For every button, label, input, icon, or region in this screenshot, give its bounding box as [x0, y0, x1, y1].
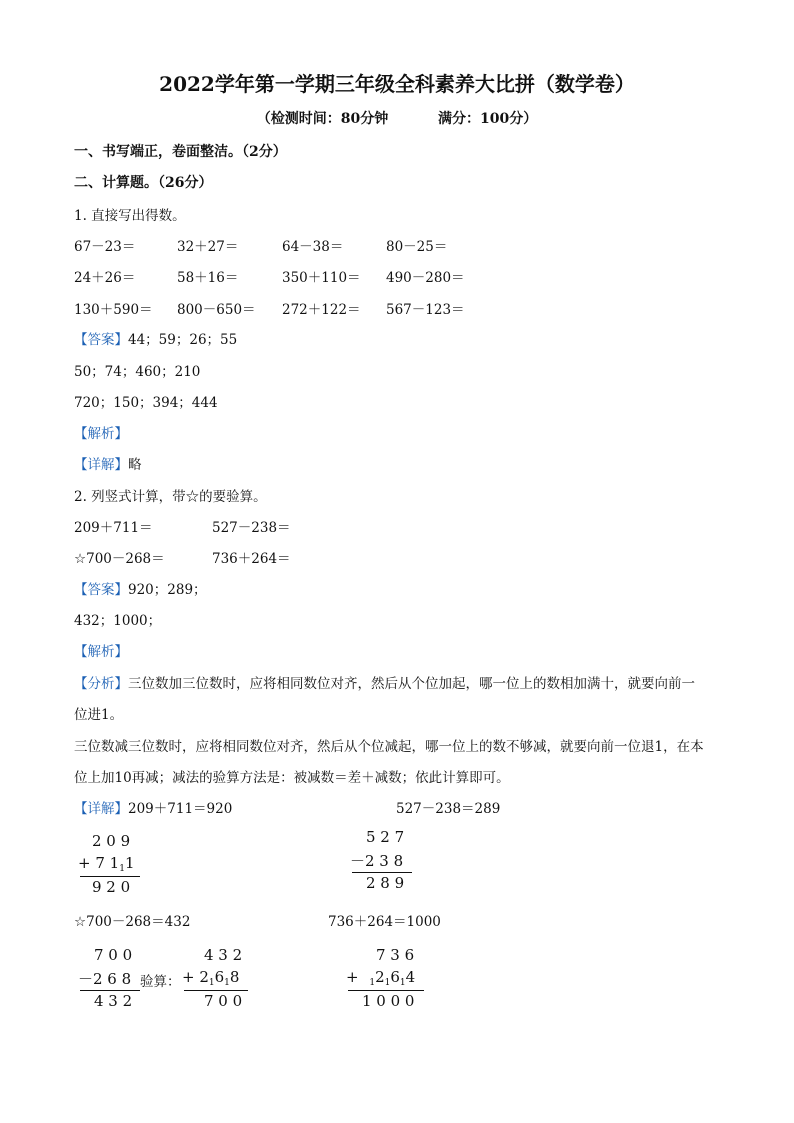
detail-eq: 527－238＝289: [396, 801, 501, 817]
vertical-calc-addition-1: [78, 832, 168, 902]
q1-item: 272＋122＝: [282, 302, 361, 318]
answer-tag: 【答案】: [74, 332, 128, 348]
calc-rule: [352, 872, 412, 873]
answer-line: 920；289；: [128, 582, 207, 598]
carry-digit: 1: [208, 978, 215, 988]
q1-item: 67－23＝: [74, 239, 136, 255]
calc-row: －2 6 8: [78, 970, 132, 988]
carry-digit: 1: [224, 978, 230, 988]
calc-digit: 8: [229, 968, 240, 986]
calc-result: 2 8 9: [366, 874, 405, 892]
calc-result: 9 2 0: [92, 878, 131, 896]
calc-operand: +: [346, 968, 364, 986]
calc-result: 4 3 2: [94, 992, 133, 1010]
q2-detail: [74, 797, 232, 817]
q1-answer: [74, 328, 237, 348]
calc-digit: 6: [214, 968, 225, 986]
fenxi-line: 位上加10再减；减法的验算方法是：被减数＝差＋减数；依此计算即可。: [74, 770, 510, 786]
calc-rule: [80, 876, 140, 877]
section-1-title: 一、书写端正，卷面整洁。（2分）: [74, 144, 287, 160]
section-2-title: 二、计算题。（26分）: [74, 175, 213, 191]
vertical-calc-verify: [180, 946, 270, 1016]
calc-row: 7 3 6: [376, 946, 415, 964]
analysis-tag: 【解析】: [74, 426, 128, 442]
answer-line: 720；150；394；444: [74, 395, 218, 411]
verify-label: 验算：: [140, 974, 181, 990]
q1-item: 567－123＝: [386, 302, 465, 318]
carry-digit: 1: [399, 978, 406, 988]
calc-row: 4 3 2: [204, 946, 243, 964]
calc-row: －2 3 8: [350, 852, 404, 870]
calc-result: 1 0 0 0: [362, 992, 415, 1010]
detail-eq: 736＋264＝1000: [328, 914, 441, 930]
calc-digit: 2: [375, 968, 385, 986]
exam-info: [0, 108, 794, 128]
fenxi-line: 三位数加三位数时，应将相同数位对齐，然后从个位加起，哪一位上的数相加满十，就要向前一: [128, 676, 695, 692]
q1-item: 64－38＝: [282, 239, 344, 255]
fenxi-line: 位进1。: [74, 707, 124, 723]
q1-item: 32＋27＝: [177, 239, 239, 255]
q2-item: ☆700－268＝: [74, 551, 165, 567]
q1-item: 24＋26＝: [74, 270, 136, 286]
full-score: 满分：100分）: [438, 111, 538, 127]
q1-item: 490－280＝: [386, 270, 465, 286]
q1-item: 130＋590＝: [74, 302, 153, 318]
detail-eq: 209＋711＝920: [128, 801, 233, 817]
calc-digit: 4: [405, 968, 416, 986]
vertical-calc-subtraction-1: [350, 828, 440, 898]
calc-operand-last: 1: [124, 854, 135, 872]
calc-rule: [184, 990, 248, 991]
detail-eq: ☆700－268＝432: [74, 914, 191, 930]
calc-row: 7 0 0: [94, 946, 133, 964]
carry-digit: 1: [384, 978, 391, 988]
calc-row: [182, 968, 239, 988]
calc-operand: + 2: [182, 968, 209, 986]
q2-item: 736＋264＝: [212, 551, 291, 567]
calc-row: 5 2 7: [366, 828, 405, 846]
q1-detail: [74, 453, 142, 473]
calc-operand: + 7 1: [78, 854, 120, 872]
carry-digit: 1: [119, 864, 125, 874]
answer-tag: 【答案】: [74, 582, 128, 598]
answer-line: 44；59；26；55: [128, 332, 238, 348]
q2-answer: [74, 578, 207, 598]
exam-time: （检测时间：80分钟: [256, 111, 389, 127]
calc-rule: [348, 990, 424, 991]
detail-tag: 【详解】: [74, 801, 128, 817]
q1-item: 80－25＝: [386, 239, 448, 255]
vertical-calc-addition-2: [346, 946, 446, 1016]
q1-item: 350＋110＝: [282, 270, 361, 286]
calc-row: 2 0 9: [92, 832, 131, 850]
q1-item: 58＋16＝: [177, 270, 239, 286]
detail-text: 略: [128, 457, 142, 473]
page-title: 2022学年第一学期三年级全科素养大比拼（数学卷）: [159, 72, 635, 96]
fenxi-tag: 【分析】: [74, 676, 128, 692]
calc-row: [346, 968, 415, 988]
q2-prompt: 2. 列竖式计算，带☆的要验算。: [74, 489, 267, 505]
q1-prompt: 1. 直接写出得数。: [74, 208, 186, 224]
calc-digit: 6: [390, 968, 400, 986]
answer-line: 50；74；460；210: [74, 364, 201, 380]
calc-rule: [80, 990, 140, 991]
q2-item: 209＋711＝: [74, 520, 153, 536]
carry-digit: 1: [369, 978, 376, 988]
answer-line: 432；1000；: [74, 613, 162, 629]
fenxi-line: 三位数减三位数时，应将相同数位对齐，然后从个位减起，哪一位上的数不够减，就要向前一位退1，在本: [74, 739, 704, 755]
q2-fenxi: [74, 672, 695, 692]
q1-item: 800－650＝: [177, 302, 256, 318]
detail-tag: 【详解】: [74, 457, 128, 473]
analysis-tag: 【解析】: [74, 644, 128, 660]
calc-row: [78, 854, 134, 874]
q2-item: 527－238＝: [212, 520, 291, 536]
calc-result: 7 0 0: [204, 992, 243, 1010]
